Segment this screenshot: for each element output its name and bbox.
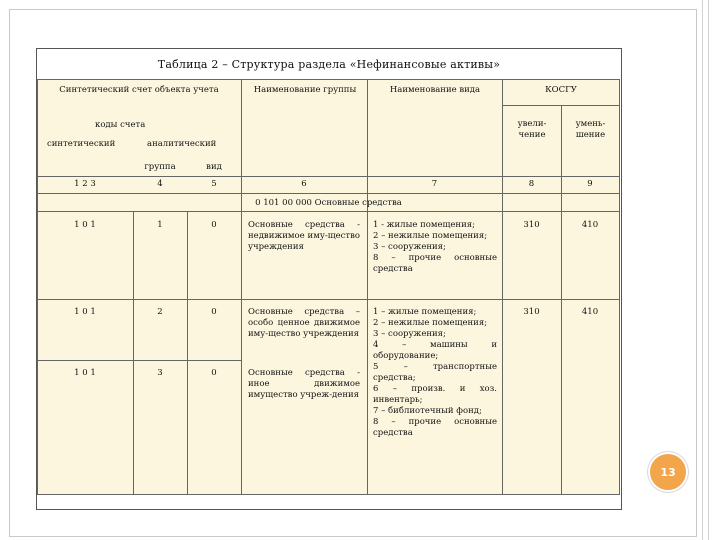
col-number-2: 4 [157,179,163,189]
row-1-synthetic: 1 0 1 [74,220,96,230]
row-2-group-name: Основные средства – особо ценное движимое иму-щество учреждения [248,307,360,339]
decorative-right-line [702,0,703,540]
row-1-line [37,299,620,300]
header-account-codes: коды счета [95,120,146,130]
col-number-3: 5 [211,179,217,189]
row-1-increase: 310 [523,220,540,230]
header-group-name: Наименование группы [253,85,357,95]
section-title: 0 101 00 000 Основные средства [255,198,402,208]
row-1-kind-item: 3 – сооружения; [373,242,446,252]
row-3-kind: 0 [211,368,217,378]
col-number-7: 9 [587,179,593,189]
header-synthetic: синтетический [47,139,116,149]
row-1-kinds [373,220,497,275]
row-3-group: 3 [157,368,163,378]
header-increase: увели-чение [517,119,547,140]
header-decrease: умень-шение [575,119,606,140]
row-1-kind: 0 [211,220,217,230]
header-synthetic-account: Синтетический счет объекта учета [59,85,219,95]
header-group: группа [144,162,176,172]
table-left-border [37,79,38,495]
row-2-kind: 0 [211,307,217,317]
col-number-4: 6 [301,179,307,189]
col-number-5: 7 [431,179,438,189]
header-kosgu: КОСГУ [545,85,577,95]
col-divider-4 [367,79,368,495]
header-kind-name: Наименование вида [389,85,481,95]
col-divider-6 [561,105,562,495]
row-1-group-name: Основные средства - недвижимое иму-щество учреждения [248,220,360,252]
structure-table [37,79,620,495]
row-2-kind-item: 5 – транспортные средства; [373,362,497,383]
col-divider-3 [241,79,242,495]
header-bottom-line [37,176,620,177]
row-1-group: 1 [157,220,163,230]
header-kind: вид [206,162,222,172]
row-2-kinds [373,307,497,439]
row-1-kind-item: 8 – прочие основные средства [373,253,497,274]
row-2-increase: 310 [523,307,540,317]
row-2-kind-item: 1 – жилые помещения; [373,307,477,317]
header-analytic: аналитический [147,139,217,149]
section-line [37,211,620,212]
row-2-kind-item: 4 – машины и оборудование; [373,340,497,361]
col-divider-1 [133,211,134,495]
row-1-decrease: 410 [581,220,599,230]
row-2-synthetic: 1 0 1 [74,307,96,317]
col-number-6: 8 [528,179,535,189]
table-bottom-border [37,494,620,495]
row-2-kind-item: 6 – произв. и хоз. инвентарь; [373,384,497,405]
row-2-group: 2 [157,307,163,317]
row-1-kind-item: 1 - жилые помещения; [373,220,475,230]
row-2-decrease: 410 [581,307,599,317]
table-right-border [619,79,620,495]
column-numbers-line [37,193,620,194]
row-2-kind-item: 7 – библиотечный фонд; [373,406,482,416]
row-3-group-name: Основные средства - иное движимое имущество учреж-дения [248,368,360,400]
page-number-badge: 13 [648,452,688,492]
row-2-kind-item: 8 – прочие основные средства [373,417,497,438]
decorative-right-line-2 [708,0,709,540]
table-title: Таблица 2 – Структура раздела «Нефинансовые активы» [157,58,501,71]
col-divider-5 [502,79,503,495]
row-2-kind-item: 2 – нежилые помещения; [373,318,488,328]
table-top-border [37,79,620,80]
row-3-synthetic: 1 0 1 [74,368,96,378]
row-2-line [37,360,241,361]
col-number-1: 1 2 3 [74,179,96,189]
row-2-kind-item: 3 – сооружения; [373,329,446,339]
row-1-kind-item: 2 – нежилые помещения; [373,231,488,241]
col-divider-2 [187,211,188,495]
